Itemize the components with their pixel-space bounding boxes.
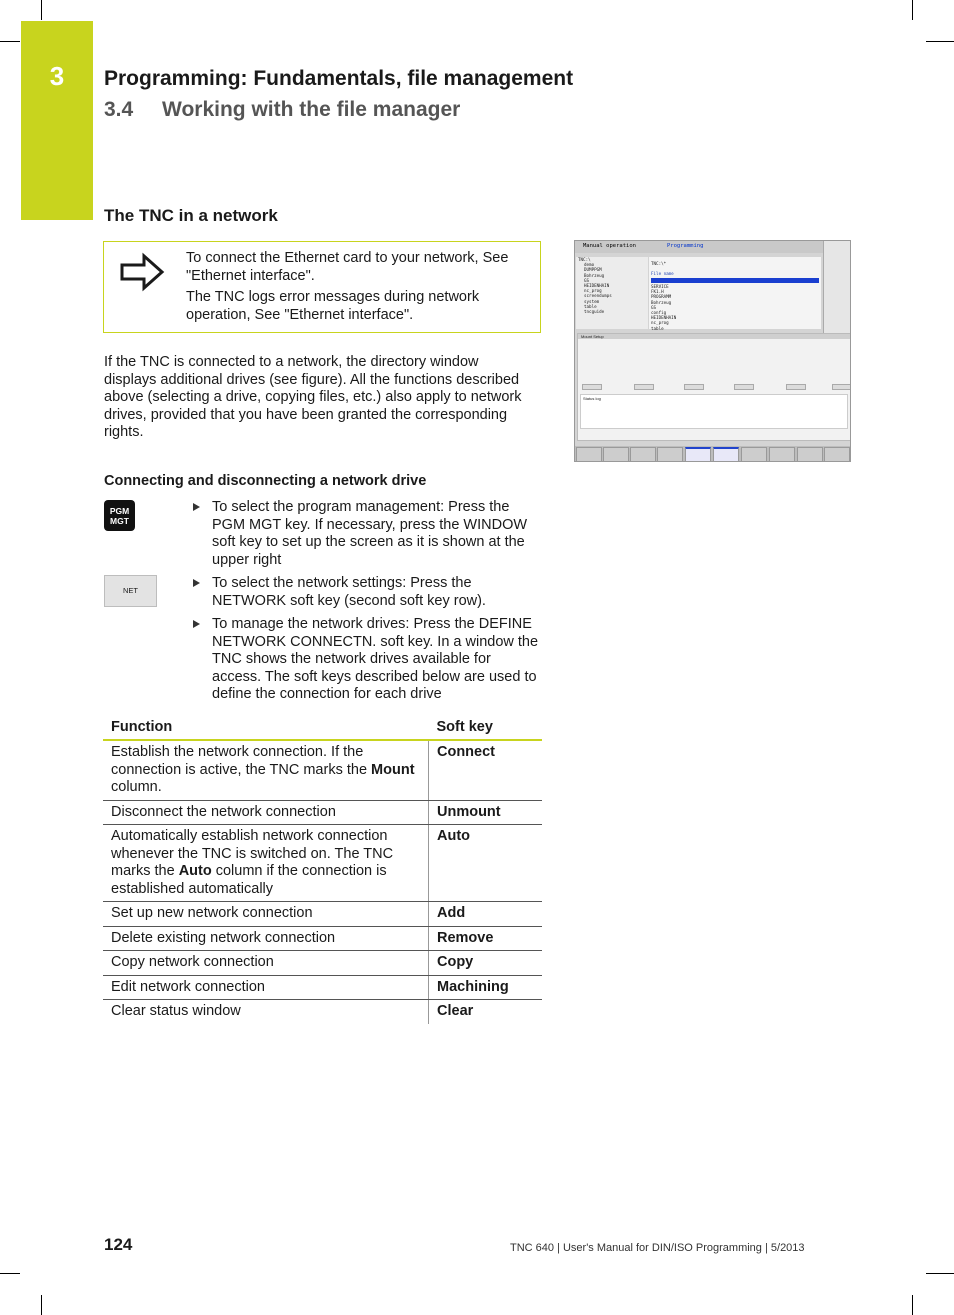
- function-cell: [103, 1000, 429, 1024]
- chapter-number: 3: [49, 61, 65, 91]
- function-text: Delete existing network connection: [111, 929, 336, 946]
- tree-item: system: [584, 298, 600, 304]
- softkey-table: [103, 716, 542, 1024]
- softkey-cell: Machining: [429, 975, 543, 1000]
- crop-mark: [912, 0, 913, 20]
- file-entry: SERVICE: [651, 284, 669, 289]
- function-text: Establish the network connection. If the connection is active, the TNC marks the: [111, 744, 372, 778]
- function-cell: [103, 800, 429, 825]
- softkey-cell: Add: [429, 902, 543, 927]
- function-text: Automatically establish network connection whenever the TNC is switched on. The TNC marks the: [111, 828, 394, 879]
- tree-item: tncguide: [584, 309, 605, 315]
- file-path: TNC:\*: [651, 261, 667, 266]
- fig-softkey: [657, 447, 683, 462]
- section-name: Working with the file manager: [162, 98, 461, 121]
- mode-programming: Programming: [667, 243, 704, 249]
- function-text: column if the connection is established automatically: [111, 863, 387, 897]
- fig-button: [734, 384, 754, 390]
- tree-item: demo: [584, 262, 595, 268]
- softkey-cell: Clear: [437, 1003, 474, 1019]
- fig-softkey: [824, 447, 850, 462]
- crop-mark: [926, 1273, 954, 1274]
- mode-bar: [575, 241, 851, 253]
- file-entries: [651, 284, 676, 331]
- figure-sidebar: [823, 241, 851, 333]
- table-row: [103, 975, 542, 1000]
- fig-softkey: [769, 447, 795, 462]
- column-header-softkey: Soft key: [429, 716, 543, 740]
- file-entry: GS: [651, 304, 657, 310]
- step-text: To manage the network drives: Press the DEFINE NETWORK CONNECTN. soft key. In a window the TNC shows the network drives available for access. The soft keys described below are used to define the connection for each drive: [212, 616, 539, 702]
- directory-tree: [576, 257, 648, 329]
- function-cell: [103, 902, 429, 927]
- fig-softkey: [576, 447, 602, 462]
- column-header-function: Function: [103, 716, 429, 740]
- table-row: [103, 926, 542, 951]
- fig-button: [582, 384, 602, 390]
- network-window-title: Mount Setup: [581, 334, 604, 339]
- tree-item: nc_prog: [584, 288, 602, 294]
- tree-item: screendumps: [584, 293, 612, 299]
- section-title: [104, 98, 460, 122]
- file-entry: Bohrzeug: [651, 299, 672, 305]
- file-entry: PROGRAMM: [651, 294, 672, 300]
- tree-item: table: [584, 303, 597, 309]
- pgm-key-label-2: MGT: [110, 515, 129, 526]
- note-line-2: The TNC logs error messages during network operation, See "Ethernet interface".: [186, 289, 480, 323]
- fig-softkey: [630, 447, 656, 462]
- function-text: Clear status window: [111, 1003, 241, 1019]
- file-list-header: File name: [651, 271, 674, 276]
- status-log-title: Status log: [583, 396, 601, 401]
- file-list: [649, 257, 821, 329]
- function-text: Copy network connection: [111, 954, 274, 970]
- softkey-cell: Unmount: [429, 800, 543, 825]
- tree-item: TNC:\: [578, 257, 591, 262]
- page-footer: TNC 640 | User's Manual for DIN/ISO Programming | 5/2013: [510, 1242, 805, 1254]
- net-softkey-icon: NET: [104, 575, 157, 607]
- fig-softkey: [797, 447, 823, 462]
- bullet-triangle-icon: [193, 579, 200, 587]
- file-entry: HEIDENHAIN: [651, 315, 677, 321]
- network-window: [577, 333, 851, 441]
- selected-row: [651, 278, 819, 283]
- pgm-mgt-key-icon: [104, 500, 135, 531]
- note-box: [103, 241, 541, 333]
- crop-mark: [0, 41, 20, 42]
- bullet-triangle-icon: [193, 503, 200, 511]
- fig-softkey: [685, 447, 711, 462]
- page-heading: The TNC in a network: [104, 206, 278, 225]
- file-entry: table: [651, 325, 664, 331]
- table-row: [103, 902, 542, 927]
- function-text: Edit network connection: [111, 978, 265, 995]
- function-cell: [103, 740, 429, 800]
- chapter-tab: [21, 21, 93, 220]
- page-number: 124: [104, 1235, 133, 1254]
- status-log: [580, 394, 848, 429]
- fig-softkey: [741, 447, 767, 462]
- file-entry: nc_prog: [651, 320, 669, 326]
- fig-softkey: [713, 447, 739, 462]
- softkey-cell: Remove: [429, 926, 543, 951]
- fig-button: [684, 384, 704, 390]
- right-arrow-icon: [118, 252, 166, 292]
- softkey-cell: Auto: [429, 825, 543, 902]
- table-row: [103, 825, 542, 902]
- function-cell: [103, 951, 429, 976]
- softkey-cell: Copy: [429, 951, 543, 976]
- chapter-title: Programming: Fundamentals, file management: [104, 67, 574, 90]
- table-row: [103, 1000, 542, 1024]
- function-cell: [103, 926, 429, 951]
- tree-item: Bohrzeug: [584, 272, 605, 278]
- table-row: [103, 951, 542, 976]
- table-row: [103, 800, 542, 825]
- fig-button: [786, 384, 806, 390]
- crop-mark: [926, 41, 954, 42]
- crop-mark: [912, 1295, 913, 1315]
- file-entry: config: [651, 310, 667, 316]
- tree-item: HEIDENHAIN: [584, 283, 610, 289]
- fig-softkey: [603, 447, 629, 462]
- crop-mark: [0, 1273, 20, 1274]
- step-text: To select the network settings: Press the NETWORK soft key (second soft key row).: [212, 575, 486, 609]
- fig-button: [634, 384, 654, 390]
- intro-paragraph: If the TNC is connected to a network, the directory window displays additional drives (see figure). All the functions described above (selecting a drive, copying files, etc.) also apply to network drives, provided that you have been granted the corresponding rights.: [104, 354, 522, 440]
- function-cell: [103, 975, 429, 1000]
- subheading: Connecting and disconnecting a network drive: [104, 473, 427, 489]
- table-row: [103, 740, 542, 800]
- fig-button: [832, 384, 851, 390]
- softkey-cell: Connect: [429, 740, 543, 800]
- network-buttons: [580, 384, 848, 389]
- function-bold-text: Auto: [178, 863, 212, 879]
- bullet-triangle-icon: [193, 620, 200, 628]
- note-line-1: To connect the Ethernet card to your network, See "Ethernet interface".: [186, 250, 509, 284]
- tree-item: DUMPPGM: [584, 267, 602, 273]
- function-text: Disconnect the network connection: [111, 803, 336, 820]
- function-cell: [103, 825, 429, 902]
- pgm-key-label-1: PGM: [109, 505, 130, 516]
- mode-manual-operation: Manual operation: [583, 243, 636, 249]
- function-bold-text: Mount: [371, 761, 415, 778]
- tree-item: GS: [584, 277, 590, 283]
- step-text: To select the program management: Press the PGM MGT key. If necessary, press the WINDOW soft key to set up the screen as it is shown at the upper right: [212, 499, 528, 568]
- file-entry: FK1.H: [651, 289, 664, 295]
- section-number: 3.4: [104, 98, 134, 121]
- softkey-row: [575, 446, 851, 462]
- function-text: Set up new network connection: [111, 905, 313, 921]
- network-window-titlebar: [578, 334, 850, 339]
- tnc-screen-figure: [574, 240, 851, 462]
- function-text: column.: [111, 779, 162, 795]
- crop-mark: [41, 1295, 42, 1315]
- crop-mark: [41, 0, 42, 20]
